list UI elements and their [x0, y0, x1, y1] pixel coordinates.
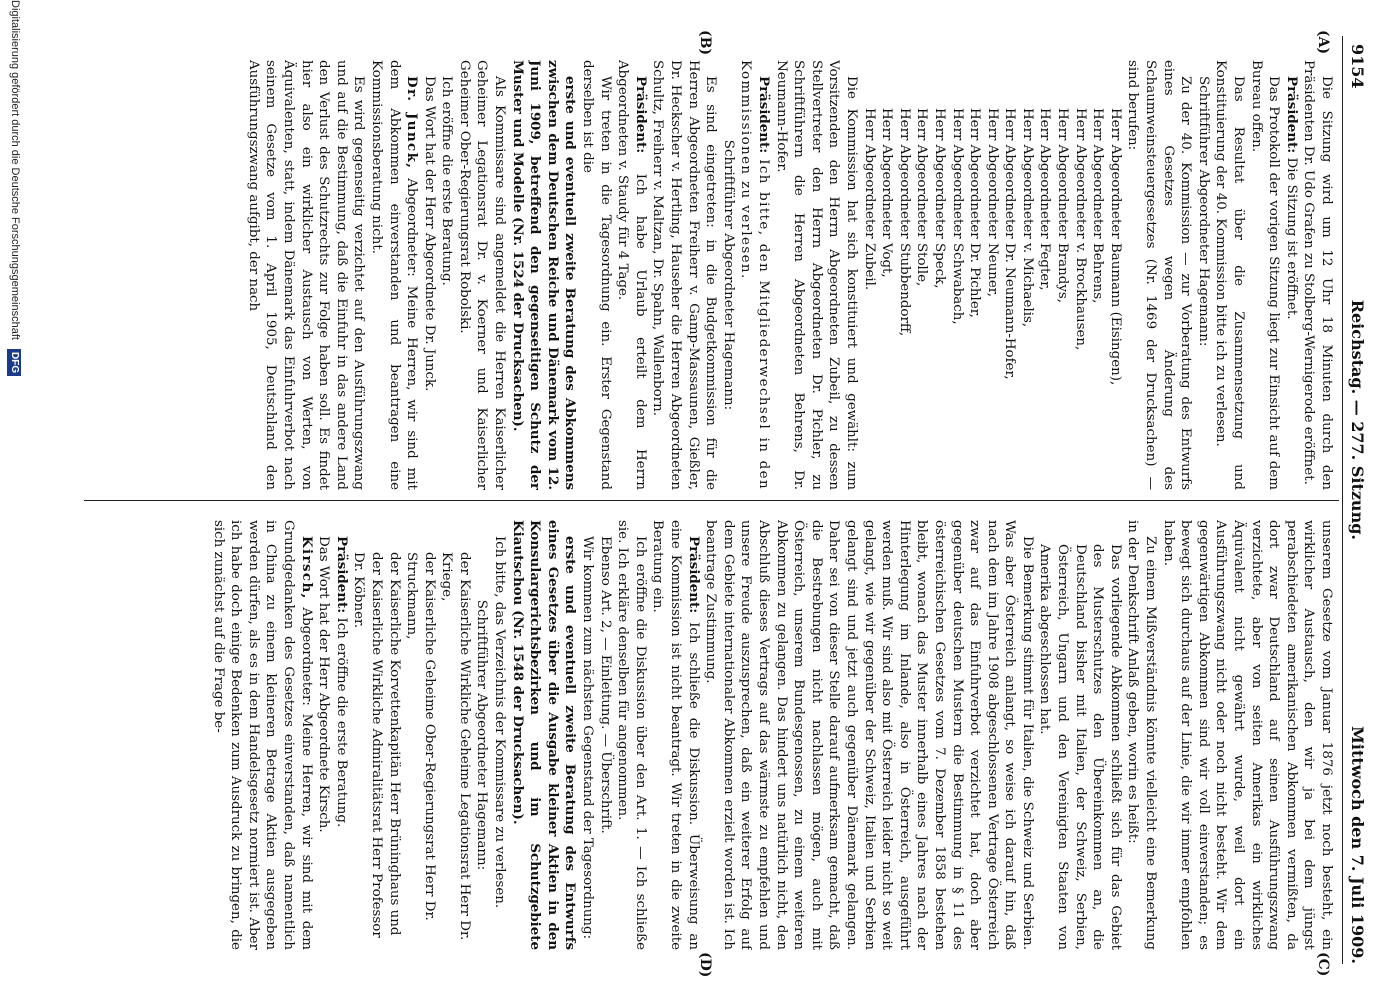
speaker: Kirsch, — [298, 536, 315, 600]
list-item: Herr Abgeordneter Schwabach, — [949, 108, 965, 325]
list-item: der Kaiserliche Geheime Ober-Regierungsrat Herr Dr. Struckmann, — [404, 552, 437, 921]
paragraph-text: Ich schließe die Diskussion. Überweisung an eine Kommission ist nicht beantragt. Wir treten in die zweite Beratung ein. — [650, 520, 701, 950]
paragraph — [614, 60, 649, 490]
paragraph — [649, 520, 702, 950]
paragraph — [332, 520, 350, 950]
quotation: Das vorliegende Abkommen schließt sich für das Gebiet des Musterschutzes den Übereinkommen an, die Deutschland bisher mit Italien, der Schweiz, Serbien, Österreich, Ungarn und den Vereinigten Staaten von Amerika abgeschlossen hat. — [1037, 544, 1123, 950]
dfg-logo: DFG — [7, 349, 21, 376]
member-list — [860, 60, 1124, 490]
list-item: Herr Abgeordneter Fegter, — [1037, 108, 1053, 291]
paragraph-text: Ich bitte, den Mitgliederwechsel in den Kommissionen zu verlesen. — [738, 60, 771, 490]
paragraph: Ebenso Art. 2, — Einleitung. — Überschrift. — [597, 536, 613, 834]
list-item: Herr Abgeordneter v. Brockhausen, — [1072, 108, 1088, 351]
paragraph-text: Die Sitzung ist eröffnet. — [1283, 157, 1299, 320]
paragraph — [209, 520, 315, 950]
left-column — [77, 60, 1335, 490]
paragraph — [1194, 60, 1212, 490]
paragraph: Es sind eingetreten: in die Budgetkommission für die Herren Abgeordneten Freiherr v. Gamp-Massaunen, Gießler, Dr. Heckscher v. Hertling, Hauseher die Herren Abgeordneten Schultz, Freiherr v. Maltzan, Dr. Spahn, Wallenborn. — [650, 60, 719, 490]
speaker: Dr. Junck, — [404, 76, 421, 170]
list-item: der Kaiserliche Wirkliche Admiralitätsrat Herr Professor Dr. Köbner. — [351, 552, 384, 938]
paragraph: Ich eröffne die Diskussion über den Art. 1. — Ich schließe sie. Ich erkläre denselben für angenommen. — [615, 520, 648, 950]
paragraph: Das Resultat über die Zusammensetzung und Konstituierung der 40. Kommission bitte ich zu verlesen. — [1213, 60, 1247, 490]
paragraph-text: Ich habe Urlaub erteilt dem Herrn Abgeordneten v. Staudy für 4 Tage. — [615, 60, 648, 490]
speaker-line: Schriftführer Abgeordneter Hagemann: — [720, 139, 736, 411]
agenda-item-text: erste und eventuell zweite Beratung des Entwurfs eines Gesetzes über die Ausgabe kleiner Aktien in den Konsulargerichtsbezirken und im Schutzgebiete Kiautschou (Nr. 1548 der Drucksachen). — [509, 520, 579, 950]
list-item: Herr Abgeordneter Vogt, — [879, 108, 895, 278]
list-item: Herr Abgeordneter Stolle, — [914, 108, 930, 287]
paragraph: Das Protokoll der vorigen Sitzung liegt zur Einsicht auf dem Bureau offen. — [1248, 60, 1282, 490]
list-item: Herr Abgeordneter Stubbendorff, — [896, 108, 912, 337]
list-item: Herr Abgeordneter Speck, — [931, 108, 947, 289]
paragraph: Ich eröffne die erste Beratung. — [439, 76, 455, 286]
paragraph — [367, 60, 420, 490]
paragraph: unserem Gesetze vom Januar 1876 jetzt noch besteht, ein wirklicher Austausch, den wir ja bei dem jüngst perabschiedeten amerikanischen Abkommen vermißten, da dort zwar Deutschland auf seinen Ausführungszwang verzichtete, aber von seiten Amerikas ein wirkliches Äquivalent nicht gewährt wurde, weil dort ein Ausführungszwang nicht oder noch nicht besteht. Wir dem gegenwärtigen Abkommen sind wir voll einverstanden; es bewegt sich durchaus auf der Linie, die wir immer empfohlen haben. — [1160, 520, 1334, 950]
header-title-left: Reichstag. — 277. Sitzung. — [1348, 299, 1367, 540]
paragraph — [737, 60, 772, 490]
list-item: Herr Abgeordneter Zubeil. — [861, 108, 877, 291]
digitization-credit — [4, 0, 26, 1000]
agenda-item — [508, 520, 578, 950]
speaker: Präsident: — [685, 536, 702, 614]
paragraph: Zu einem Mißverständnis könnte vielleicht eine Bemerkung in der Denkschrift Anlaß geben, worin es heißt: — [1125, 520, 1159, 950]
speaker: Präsident: — [632, 76, 649, 154]
column-divider — [84, 500, 1339, 501]
header-title-right: Mittwoch den 7. Juli 1909. — [1348, 726, 1367, 964]
list-item: Herr Abgeordneter v. Michaelis, — [1019, 108, 1035, 328]
list-item: Herr Abgeordneter Behrens, — [1090, 108, 1106, 304]
list-item: Herr Abgeordneter Baumann (Eisingen), — [1107, 108, 1123, 386]
list-item: der Kaiserliche Korvettenkapitän Herr Brüninghaus und — [386, 552, 402, 936]
opening-paragraph: Die Sitzung wird um 12 Uhr 18 Minuten durch den Präsidenten Dr. Udo Grafen zu Stolberg-Wernigerode eröffnet. — [1301, 60, 1334, 490]
margin-mark-c: (C) — [1315, 952, 1331, 977]
header-rule — [1342, 36, 1343, 964]
paragraph: Zu der 40. Kommission — zur Vorberatung des Entwurfs eines Gesetzes wegen Änderung des Schaumweinsteuergesetzes (Nr. 1469 der Drucksachen) — sind berufen: — [1125, 60, 1194, 490]
paragraph: Die Kommission hat sich konstituiert und gewählt: zum Vorsitzenden den Herrn Abgeordneten Zubeil, zu dessen Stellvertreter den Herrn Abgeordneten Dr. Pichler, zu Schriftführern die Herren Abgeordneten Behrens, Dr. Neumann-Hofer. — [773, 60, 859, 490]
page-number: 9154 — [1348, 44, 1367, 89]
margin-mark-d: (D) — [697, 952, 713, 978]
list-item: Herr Abgeordneter Brandys, — [1055, 108, 1071, 304]
paragraph — [1282, 60, 1300, 490]
paragraph: Ich bitte, das Verzeichnis der Kommissare zu verlesen. — [492, 536, 508, 909]
speaker: Präsident: — [1283, 76, 1300, 154]
speaker: Präsident: — [333, 536, 350, 614]
page-header-left — [1345, 44, 1367, 540]
paragraph-text: Ich eröffne die erste Beratung. — [333, 617, 349, 828]
list-item: Herr Abgeordneter Neuner, — [984, 108, 1000, 297]
paragraph: Das Wort hat der Herr Abgeordnete Dr. Junck. — [421, 76, 437, 392]
list-item: Herr Abgeordneter Dr. Neumann-Hofer, — [1002, 108, 1018, 380]
list-item: Herr Abgeordneter Dr. Pichler, — [967, 108, 983, 318]
speaker-line: Schriftführer Abgeordneter Hagemann: — [474, 599, 490, 871]
list-item: der Kaiserliche Wirkliche Geheime Legationsrat Herr Dr. Kriege, — [439, 552, 472, 941]
margin-mark-a: (A) — [1315, 30, 1331, 55]
paragraph: Die Bemerkung stimmt für Italien, die Schweiz und Serbien. Was aber Österreich anlangt, so weise ich darauf hin, daß nach dem im Jahre 1908 abgeschlossenen Vertrage Österreich zwar auf das Einfuhrverbot verzichtet hat, doch aber gegenüber deutschen Mustern die Bestimmung in § 11 des österreichischen Gesetzes vom 7. Dezember 1858 bestehen bleibt, wonach das Muster innerhalb eines Jahres nach der Hinterlegung im Inlande, also in Österreich, ausgeführt werden muß. Wir sind also mit Österreich leider nicht so weit gelangt, wie wir gegenüber der Schweiz, Italien und Serbien gelangt sind und jetzt auch gegenüber Dänemark gelangen. Daher sei von dieser Stelle darauf aufmerksam gemacht, daß die Bestrebungen nicht nachlassen mögen, auch mit Österreich, unserem Bundesgenossen, zu einem weiteren Abkommen zu gelangen. Das hindert uns natürlich nicht, den Abschluß dieses Vertrags auf das wärmste zu empfehlen und unsere Freude auszusprechen, daß ein weiterer Erfolg auf dem Gebiete internationaler Abkommen erzielt worden ist. Ich beantrage Zustimmung. — [703, 520, 1035, 950]
right-column — [77, 520, 1335, 950]
speaker: Schriftführer Abgeordneter Hagemann: — [1195, 76, 1211, 347]
speaker: Präsident: — [756, 76, 772, 154]
paragraph: Wir treten in die Tagesordnung ein. Erster Gegenstand derselben ist die — [580, 60, 613, 490]
margin-mark-b: (B) — [697, 30, 713, 56]
agenda-item-text: erste und eventuell zweite Beratung des Abkommens zwischen dem Deutschen Reiche und Dänemark vom 12. Juni 1909, betreffend den gegenseitigen Schutz der Muster und Modelle (Nr. 1524 der Drucksachen). — [509, 60, 579, 490]
paragraph: Es wird gegenseitig verzichtet auf den Ausführungszwang und auf die Bestimmung, daß die Einfuhr in das andere Land den Verlust des Schutzrechts zur Folge haben soll. Es findet hier also ein wirklicher Austausch von Werten, von Äquivalenten, statt, indem Dänemark das Einfuhrverbot nach seinem Gesetze vom 1. April 1905, Deutschland den Ausführungszwang aufgibt, der nach — [245, 60, 367, 490]
credit-text: Digitalisierung gefördert durch die Deutsche Forschungsgemeinschaft — [9, 0, 21, 340]
agenda-item — [508, 60, 578, 490]
paragraph-text: Abgeordneter: Meine Herren, wir sind mit dem Grundgedanken des Gesetzes einverstanden, daß namentlich in China zu einem kleineren Betrage Aktien ausgegeben werden dürfen, als es in dem Handelsgesetz normiert ist. Aber ich habe doch einige Bedenken zum Ausdruck zu bringen, die sich zunächst auf die Frage be- — [210, 520, 314, 950]
paragraph: Als Kommissare sind angemeldet die Herren Kaiserlicher Geheimer Legationsrat Dr. v. Koerner und Kaiserlicher Geheimer Ober-Regierungsrat Robolski. — [456, 60, 508, 490]
paragraph: Wir kommen zum nächsten Gegenstand der Tagesordnung: — [580, 536, 596, 940]
commissioner-list — [350, 520, 473, 950]
paragraph: Das Wort hat der Herr Abgeordnete Kirsch. — [316, 536, 332, 833]
paragraph-text: Abgeordneter: Meine Herren, wir sind mit dem Abkommen einverstanden und beantragen eine Kommissionsberatung nicht. — [368, 60, 420, 490]
